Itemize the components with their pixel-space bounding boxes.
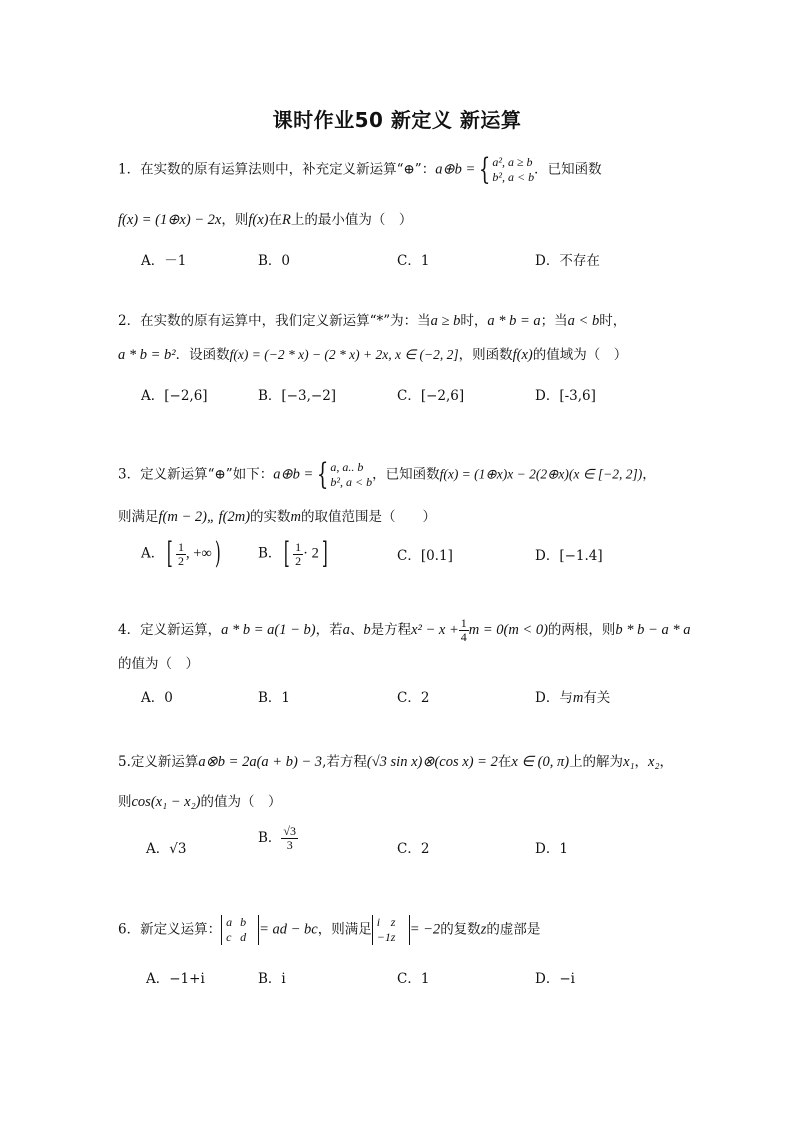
q1-stem-line2: f(x) = (1⊕x) − 2x，则f(x)在R上的最小值为（ ）	[118, 212, 413, 228]
q4-fraction: $\frac{1}{4}$	[460, 616, 467, 644]
q6-option-a[interactable]: A．−1+i	[146, 971, 205, 987]
q1-option-c[interactable]: C．1	[397, 253, 430, 269]
q6-determinant-1: a b c d	[221, 915, 259, 945]
q5-option-b[interactable]: B． $\frac{√3}{3}$	[258, 824, 297, 852]
q2-option-d[interactable]: D．[-3,6]	[535, 388, 596, 404]
q5-stem-line2: 则cos(x₁ − x₂)的值为（ ）	[118, 794, 282, 810]
q4-option-b[interactable]: B．1	[258, 690, 291, 706]
q3-cases: a, a.. b b², a < b	[330, 460, 373, 489]
q5-option-d[interactable]: D．1	[535, 841, 568, 857]
q1-option-d[interactable]: D．不存在	[535, 253, 600, 269]
q5-option-a[interactable]: A．√3	[146, 841, 187, 857]
q2-stem-line1: 2．在实数的原有运算中，我们定义新运算“*”为：当a ≥ b时，a * b = a；当a < b时，	[118, 313, 627, 329]
q2-stem-line2: a * b = b²．设函数f(x) = (−2 * x) − (2 * x) + 2x, x ∈ (−2, 2]，则函数f(x)的值域为（ ）	[118, 347, 628, 363]
q6-determinant-2: i z −1z	[372, 915, 410, 945]
q6-option-c[interactable]: C．1	[397, 971, 430, 987]
q2-option-b[interactable]: B．[−3,−2]	[258, 388, 337, 404]
q2-option-c[interactable]: C．[−2,6]	[397, 388, 465, 404]
q2-option-a[interactable]: A．[−2,6]	[141, 388, 208, 404]
q3-stem-line2: 则满足f(m − 2)„ f(2m)的实数m的取值范围是（ ）	[118, 509, 437, 525]
q4-stem-line1: 4．定义新运算，a * b = a(1 − b)，若a、b是方程x² − x + $\frac{1}{4}$ m = 0(m < 0)的两根，则b * b − a * a	[118, 616, 691, 644]
q1-stem-line1: 1．在实数的原有运算法则中，补充定义新运算“⊕”：a⊕b = { a², a ≥ b b², a < b．已知函数	[118, 152, 602, 187]
q1-option-b[interactable]: B．0	[258, 253, 291, 269]
q4-option-a[interactable]: A．0	[141, 690, 173, 706]
q3-option-a[interactable]: A．[ $\frac{1}{2}$ , +∞)	[141, 536, 221, 571]
q6-stem-line1: 6．新定义运算： a b c d = ad − bc，则满足 i z −1z = −2的复数z的虚部是	[118, 915, 541, 944]
q3-option-d[interactable]: D．[−1.4]	[535, 548, 603, 564]
q6-option-d[interactable]: D．−i	[535, 971, 575, 987]
q1-def-lhs: a⊕b =	[435, 161, 476, 178]
q4-option-c[interactable]: C．2	[397, 690, 430, 706]
page-title: 课时作业50 新定义 新运算	[272, 108, 522, 132]
q4-option-d[interactable]: D．与m有关	[535, 690, 611, 706]
q5-option-c[interactable]: C．2	[397, 841, 430, 857]
q1-cases: a², a ≥ b b², a < b	[492, 155, 535, 184]
q6-option-b[interactable]: B．i	[258, 971, 286, 987]
q3-stem-line1: 3．定义新运算“⊕”如下：a⊕b = { a, a.. b b², a < b，已知函数f(x) = (1⊕x)x − 2(2⊕x)(x ∈ [−2, 2])，	[118, 457, 656, 492]
q3-option-b[interactable]: B．[ $\frac{1}{2}$ · 2]	[258, 536, 328, 571]
q1-option-a[interactable]: A．－1	[141, 253, 187, 269]
q1-brace: {	[479, 152, 491, 187]
q3-option-c[interactable]: C．[0.1]	[397, 548, 453, 564]
q4-stem-line2: 的值为（ ）	[118, 656, 199, 672]
q5-stem-line1: 5.定义新运算a⊗b = 2a(a + b) − 3,若方程(√3 sin x)⊗(cos x) = 2在x ∈ (0, π)上的解为x₁，x₂，	[118, 754, 674, 770]
q3-brace: {	[317, 457, 329, 492]
